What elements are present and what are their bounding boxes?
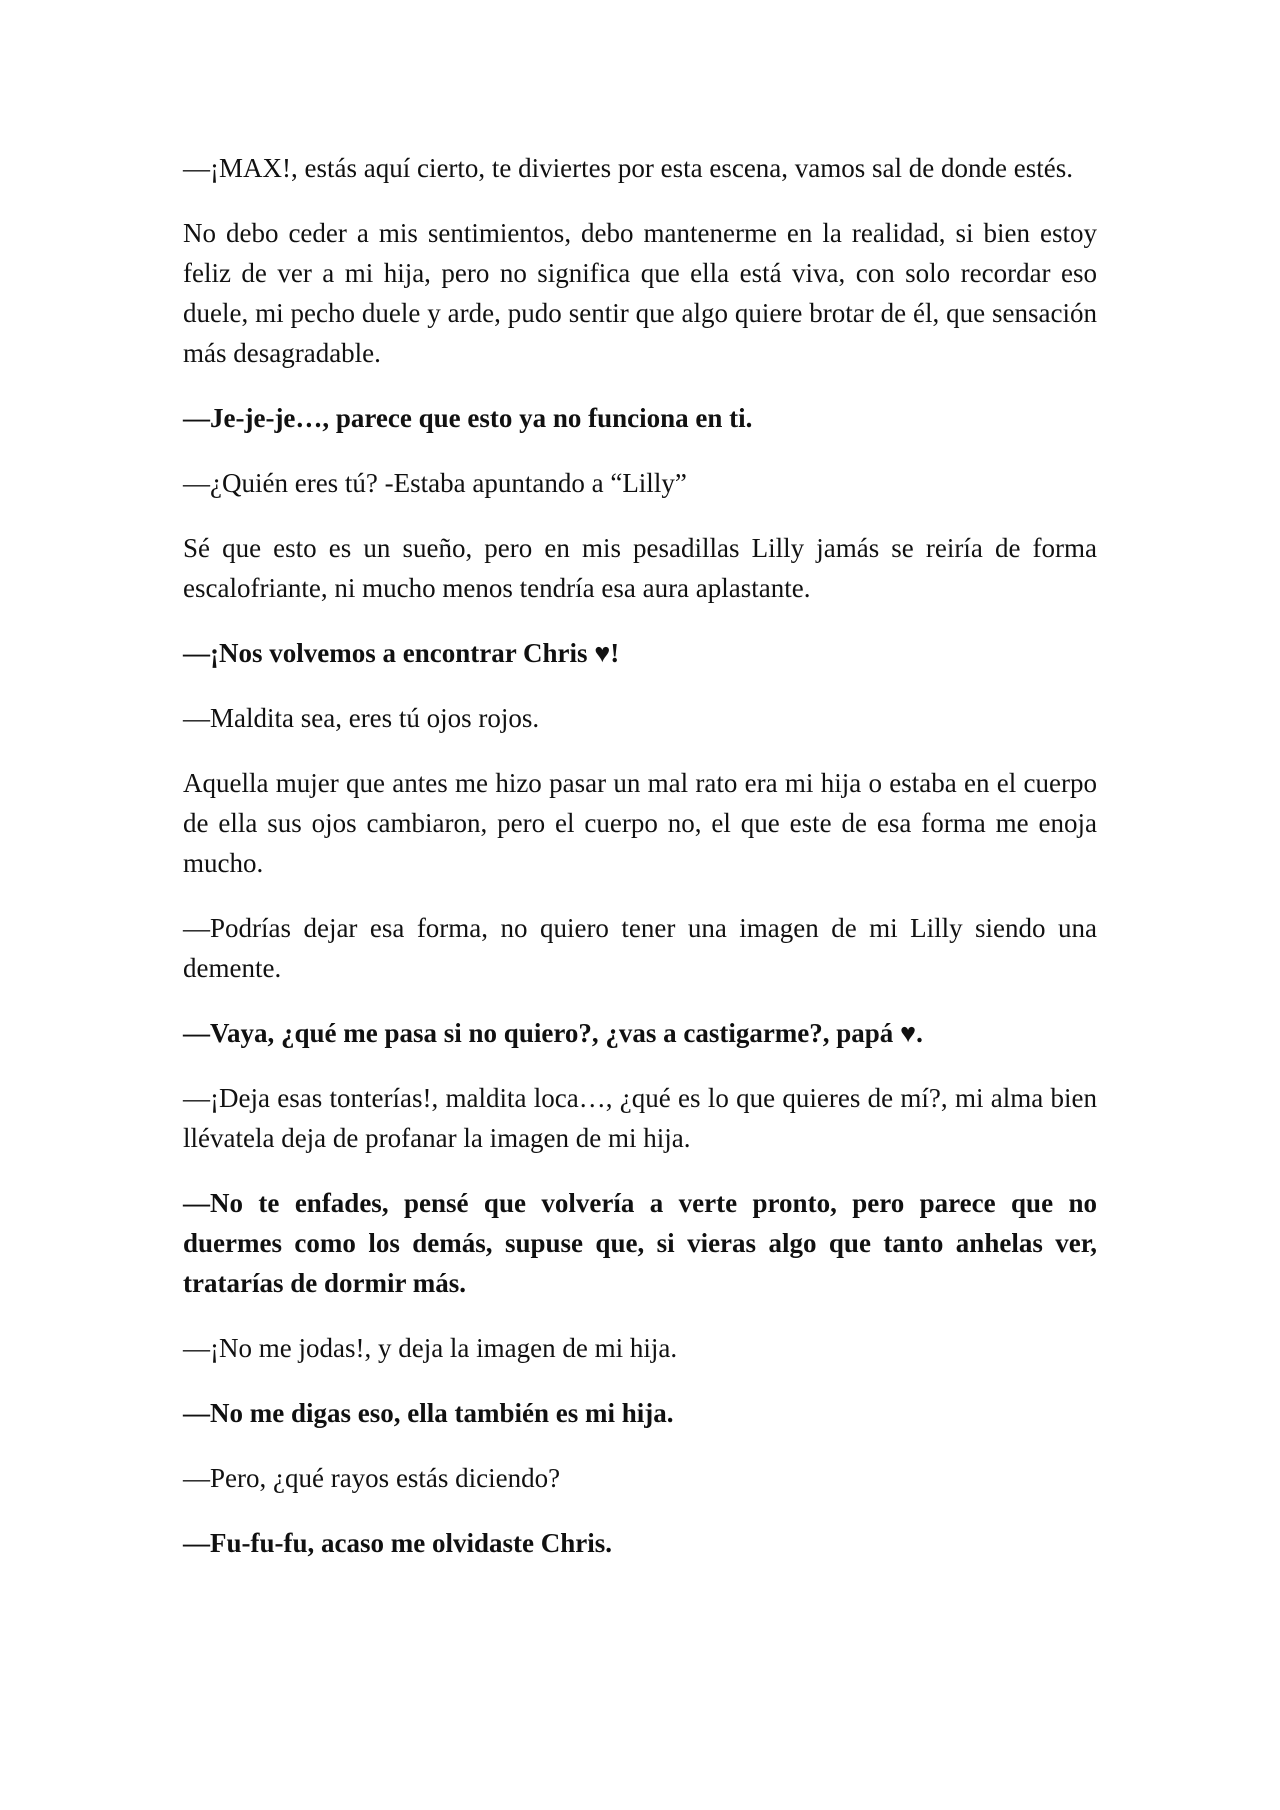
paragraph: —¡Nos volvemos a encontrar Chris ♥! xyxy=(183,638,620,668)
paragraph: —Maldita sea, eres tú ojos rojos. xyxy=(183,703,540,733)
paragraph: —No te enfades, pensé que volvería a verte pronto, pero parece que no duermes como los demás, supuse que, si vieras algo que tanto anhelas ver, tratarías de dormir más. xyxy=(183,1188,1097,1298)
paragraph: No debo ceder a mis sentimientos, debo mantenerme en la realidad, si bien estoy feliz de ver a mi hija, pero no significa que ella está viva, con solo recordar eso duele, mi pecho duele y arde, pudo sentir que algo quiere brotar de él, que sensación más desagradable. xyxy=(183,218,1097,368)
document-page xyxy=(183,148,1097,1588)
paragraph: —Podrías dejar esa forma, no quiero tener una imagen de mi Lilly siendo una demente. xyxy=(183,913,1097,983)
paragraph: —¡Deja esas tonterías!, maldita loca…, ¿qué es lo que quieres de mí?, mi alma bien llévatela deja de profanar la imagen de mi hija. xyxy=(183,1083,1097,1153)
paragraph: —¿Quién eres tú? -Estaba apuntando a “Lilly” xyxy=(183,468,687,498)
paragraph: —¡No me jodas!, y deja la imagen de mi hija. xyxy=(183,1333,678,1363)
paragraph: —No me digas eso, ella también es mi hija. xyxy=(183,1398,674,1428)
paragraph: —Pero, ¿qué rayos estás diciendo? xyxy=(183,1463,561,1493)
paragraph: Aquella mujer que antes me hizo pasar un mal rato era mi hija o estaba en el cuerpo de ella sus ojos cambiaron, pero el cuerpo no, el que este de esa forma me enoja mucho. xyxy=(183,768,1097,878)
paragraph: —Je-je-je…, parece que esto ya no funciona en ti. xyxy=(183,403,753,433)
paragraph: —¡MAX!, estás aquí cierto, te diviertes por esta escena, vamos sal de donde estés. xyxy=(183,153,1073,183)
paragraph: —Vaya, ¿qué me pasa si no quiero?, ¿vas a castigarme?, papá ♥. xyxy=(183,1018,923,1048)
paragraph: Sé que esto es un sueño, pero en mis pesadillas Lilly jamás se reiría de forma escalofriante, ni mucho menos tendría esa aura aplastante. xyxy=(183,533,1097,603)
paragraph: —Fu-fu-fu, acaso me olvidaste Chris. xyxy=(183,1528,612,1558)
